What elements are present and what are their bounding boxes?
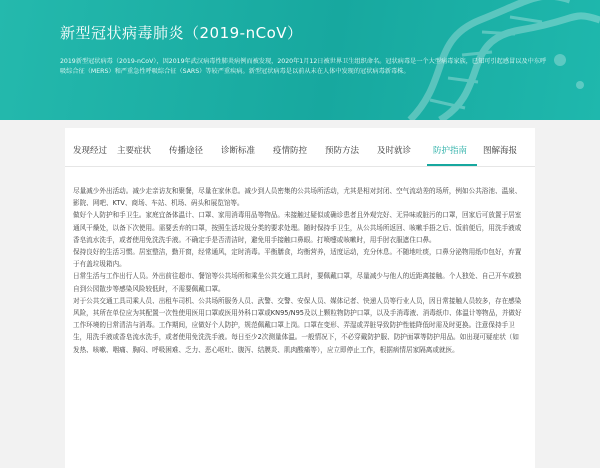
banner-description: 2019新型冠状病毒（2019-nCoV），因2019年武汉病毒性肺炎病例而被发现，2020年1月12日被世界卫生组织命名。冠状病毒是一个大型病毒家族，已知可引起感冒以及中东呼吸综合征（MERS）和严重急性呼吸综合征（SARS）等较严重疾病。新型冠状病毒是以前从未在人体中发现的冠状病毒新毒株。 [60, 58, 547, 75]
tab-prevention[interactable]: 预防方法 [325, 146, 360, 156]
tab-medical-visit[interactable]: 及时就诊 [377, 146, 412, 156]
hero-banner [0, 0, 600, 120]
tab-illustrated-posters[interactable]: 图解海报 [483, 146, 518, 156]
paragraph-personal-protection: 做好个人防护和手卫生。家庭宜备体温计、口罩、家用消毒用品等物品。未接触过疑似或确诊患者且外观完好、无异味或脏污的口罩，回家后可放置于居室通风干燥处，以备下次使用。需要丢弃的口罩，按照生活垃圾分类的要求处理。随时保持手卫生，从公共场所返回、咳嗽手捂之后、饭前便后，用洗手液或香皂流水洗手，或者使用免洗洗手液。不确定手是否清洁时，避免用手接触口鼻眼。打喷嚏或咳嗽时，用手肘衣服遮住口鼻。 [73, 211, 522, 244]
paragraph-daily-commuters: 日常生活与工作出行人员。外出前往超市、餐馆等公共场所和乘坐公共交通工具时，要佩戴口罩，尽量减少与他人的近距离接触。个人独处、自己开车或独自到公园散步等感染风险较低时，不需要佩戴口罩。 [73, 272, 522, 293]
tab-bar [65, 140, 535, 167]
tab-transmission[interactable]: 传播途径 [169, 146, 204, 156]
paragraph-service-workers: 对于公共交通工具司乘人员、出租车司机、公共场所服务人员、武警、交警、安保人员、媒体记者、快递人员等行业人员，因日常接触人员较多，存在感染风险，其所在单位应为其配置一次性使用医用口罩或医用外科口罩或KN95/N95及以上颗粒物防护口罩，以及手消毒液、消毒纸巾、体温计等物品，并做好工作环境的日常清洁与消毒。工作期间，应做好个人防护，规范佩戴口罩上岗。口罩在变形、弄湿或弄脏导致防护性能降低时需及时更换。注意保持手卫生，用洗手液或香皂流水洗手，或者使用免洗洗手液。每日至少2次测量体温。一般情况下，不必穿戴防护服、防护面罩等防护用品。如出现可疑症状（如发热、咳嗽、咽痛、胸闷、呼吸困难、乏力、恶心呕吐、腹泻、结膜炎、肌肉酸痛等），应立即停止工作，根据病情居家隔离或就医。 [73, 296, 522, 354]
page-title: 新型冠状病毒肺炎（2019-nCoV） [60, 24, 303, 42]
tab-symptoms[interactable]: 主要症状 [117, 146, 152, 156]
article-content [73, 185, 525, 356]
tab-epidemic-control[interactable]: 疫情防控 [273, 146, 308, 156]
tab-discovery[interactable]: 发现经过 [73, 146, 108, 156]
tab-diagnosis[interactable]: 诊断标准 [221, 146, 256, 156]
tab-protection-guide[interactable]: 防护指南 [427, 140, 477, 166]
paragraph-reduce-outings: 尽量减少外出活动。减少走亲访友和聚餐，尽量在家休息。减少到人员密集的公共场所活动，尤其是相对封闭、空气流动差的场所，例如公共浴池、温泉、影院、网吧、KTV、商场、车站、机场、码头和展览馆等。 [73, 187, 522, 208]
content-card [65, 128, 535, 468]
paragraph-good-habits: 保持良好的生活习惯。居室整洁，勤开窗，经常通风，定时消毒。平衡膳食，均衡营养，适度运动，充分休息。不随地吐痰，口鼻分泌物用纸巾包好，弃置于有盖垃圾箱内。 [73, 248, 522, 269]
